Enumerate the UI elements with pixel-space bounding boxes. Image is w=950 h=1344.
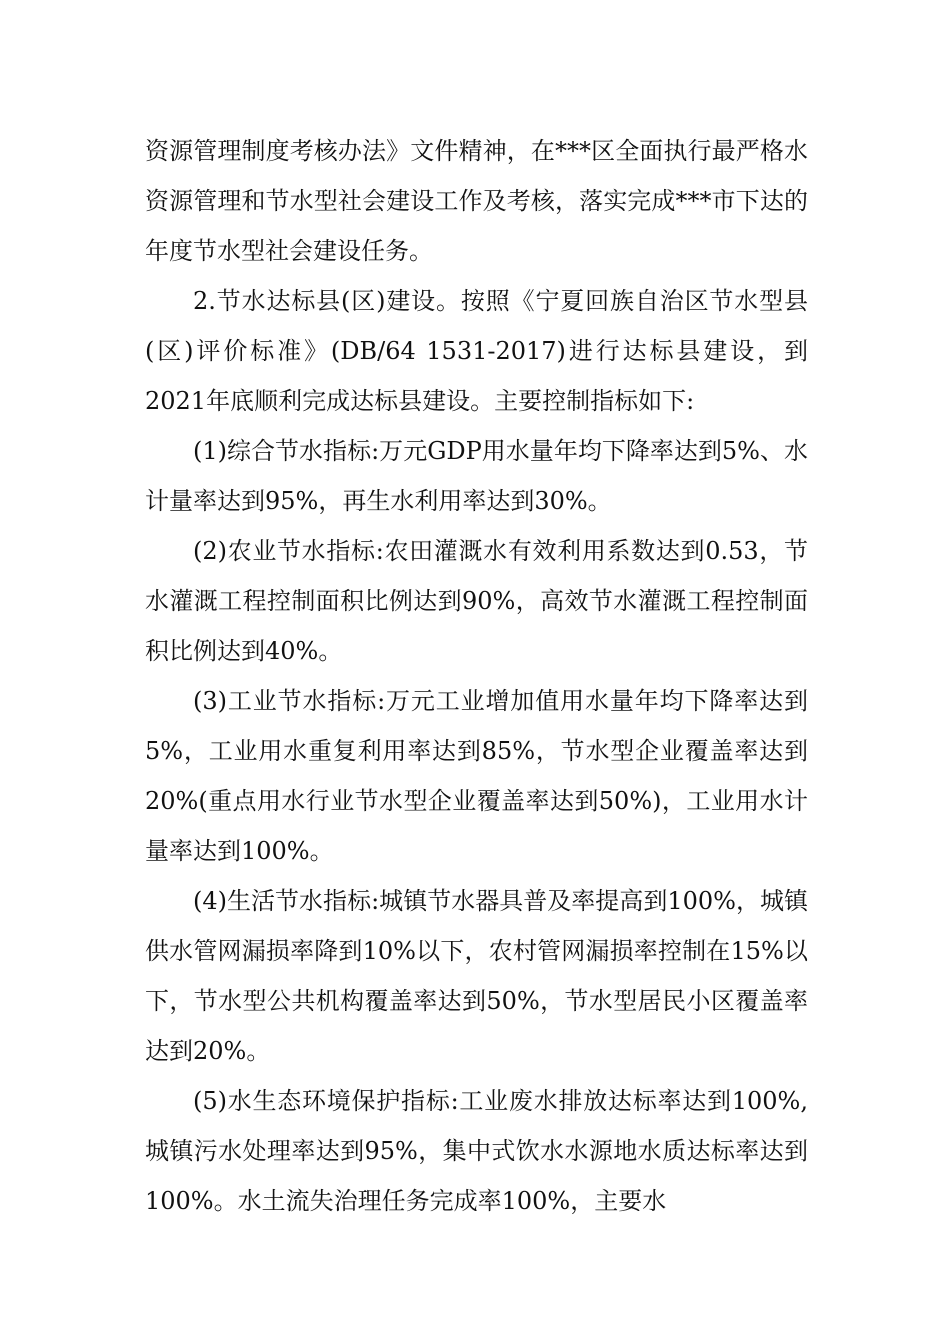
paragraph-industry-indicator: (3)工业节水指标:万元工业增加值用水量年均下降率达到5%，工业用水重复利用率达到85%，节水型企业覆盖率达到20%(重点用水行业节水型企业覆盖率达到50%)，工业用水计量率达到100%。 [145,687,808,865]
paragraph-ecology-indicator: (5)水生态环境保护指标:工业废水排放达标率达到100%,城镇污水处理率达到95%，集中式饮水水源地水质达标率达到100%。水土流失治理任务完成率100%，主要水 [145,1087,808,1215]
paragraph-domestic-indicator: (4)生活节水指标:城镇节水器具普及率提高到100%，城镇供水管网漏损率降到10%以下，农村管网漏损率控制在15%以下，节水型公共机构覆盖率达到50%，节水型居民小区覆盖率达到20%。 [145,887,808,1065]
paragraph-water-saving-county: 2.节水达标县(区)建设。按照《宁夏回族自治区节水型县(区)评价标准》(DB/64 1531-2017)进行达标县建设，到2021年底顺利完成达标县建设。主要控制指标如下: [145,287,808,415]
paragraph-comprehensive-indicator: (1)综合节水指标:万元GDP用水量年均下降率达到5%、水计量率达到95%，再生水利用率达到30%。 [145,437,808,515]
paragraph-agriculture-indicator: (2)农业节水指标:农田灌溉水有效利用系数达到0.53，节水灌溉工程控制面积比例达到90%，高效节水灌溉工程控制面积比例达到40%。 [145,537,808,665]
document-body [145,126,808,1226]
paragraph-continuation: 资源管理制度考核办法》文件精神，在***区全面执行最严格水资源管理和节水型社会建设工作及考核，落实完成***市下达的年度节水型社会建设任务。 [145,137,808,265]
